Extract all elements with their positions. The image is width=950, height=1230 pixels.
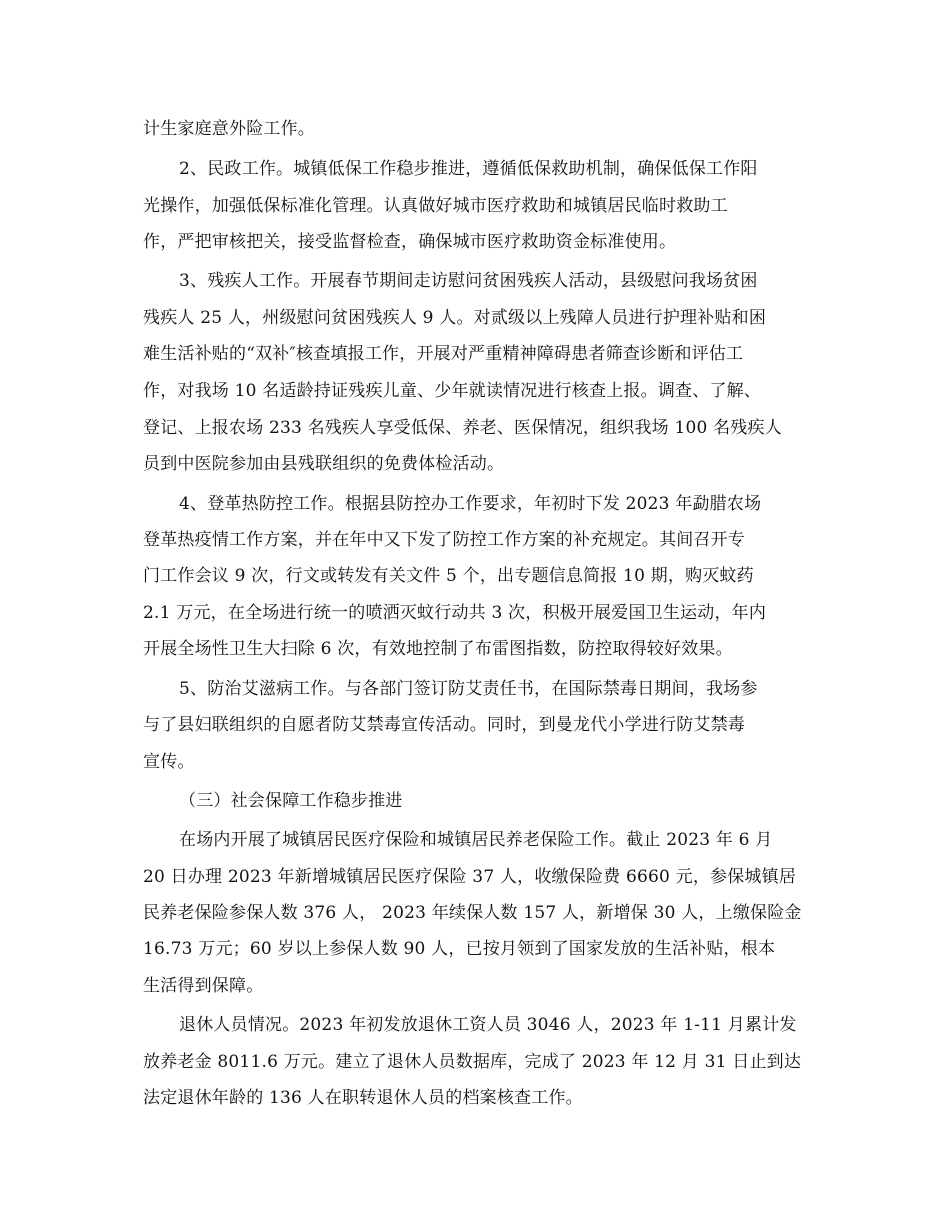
text-line: 登革热疫情工作方案，并在年中又下发了防控工作方案的补充规定。其间召开专: [143, 530, 745, 550]
text-line: 宣传。: [143, 752, 195, 772]
text-line: 门工作会议 9 次，行文或转发有关文件 5 个，出专题信息简报 10 期，购灭蚊药: [143, 566, 754, 586]
text-line: 2、民政工作。城镇低保工作稳步推进，遵循低保救助机制，确保低保工作阳: [179, 159, 758, 179]
text-line: 残疾人 25 人，州级慰问贫困残疾人 9 人。对贰级以上残障人员进行护理补贴和困: [143, 308, 767, 328]
text-line: 与了县妇联组织的自愿者防艾禁毒宣传活动。同时，到曼龙代小学进行防艾禁毒: [143, 715, 745, 735]
text-line: 在场内开展了城镇居民医疗保险和城镇居民养老保险工作。截止 2023 年 6 月: [179, 830, 773, 850]
text-line: 生活得到保障。: [143, 976, 264, 996]
text-line: 难生活补贴的“双补″核查填报工作，开展对严重精神障碍患者筛查诊断和评估工: [143, 344, 744, 364]
text-line: 登记、上报农场 233 名残疾人享受低保、养老、医保情况，组织我场 100 名残疾人: [143, 418, 782, 438]
text-line: 作，对我场 10 名适龄持证残疾儿童、少年就读情况进行核查上报。调查、了解、: [143, 381, 762, 401]
text-line: 民养老保险参保人数 376 人， 2023 年续保人数 157 人，新增保 30 人，上缴保险金: [143, 903, 802, 923]
text-line: 放养老金 8011.6 万元。建立了退休人员数据库，完成了 2023 年 12 月 31 日止到达: [143, 1052, 802, 1072]
text-line: 开展全场性卫生大扫除 6 次，有效地控制了布雷图指数，防控取得较好效果。: [143, 639, 733, 659]
text-line: 光操作，加强低保标准化管理。认真做好城市医疗救助和城镇居民临时救助工: [143, 196, 728, 216]
text-line: 16.73 万元；60 岁以上参保人数 90 人，已按月领到了国家发放的生活补贴，根本: [143, 939, 776, 959]
text-line: 计生家庭意外险工作。: [143, 119, 315, 139]
text-line: 2.1 万元，在全场进行统一的喷洒灭蚊行动共 3 次，积极开展爱国卫生运动，年内: [143, 603, 767, 623]
text-line: 20 日办理 2023 年新增城镇居民医疗保险 37 人，收缴保险费 6660 元，参保城镇居: [143, 867, 797, 887]
text-line: 员到中医院参加由县残联组织的免费体检活动。: [143, 454, 505, 474]
text-line: 退休人员情况。2023 年初发放退休工资人员 3046 人，2023 年 1-11 月累计发: [179, 1015, 797, 1035]
text-line: 3、残疾人工作。开展春节期间走访慰问贫困残疾人活动，县级慰问我场贫困: [179, 271, 758, 291]
section-heading: （三）社会保障工作稳步推进: [179, 791, 403, 811]
text-line: 作，严把审核把关，接受监督检查，确保城市医疗救助资金标准使用。: [143, 232, 677, 252]
text-line: 5、防治艾滋病工作。与各部门签订防艾责任书，在国际禁毒日期间，我场参: [179, 679, 758, 699]
text-line: 4、登革热防控工作。根据县防控办工作要求，年初时下发 2023 年勐腊农场: [179, 494, 762, 514]
text-line: 法定退休年龄的 136 人在职转退休人员的档案核查工作。: [143, 1088, 583, 1108]
